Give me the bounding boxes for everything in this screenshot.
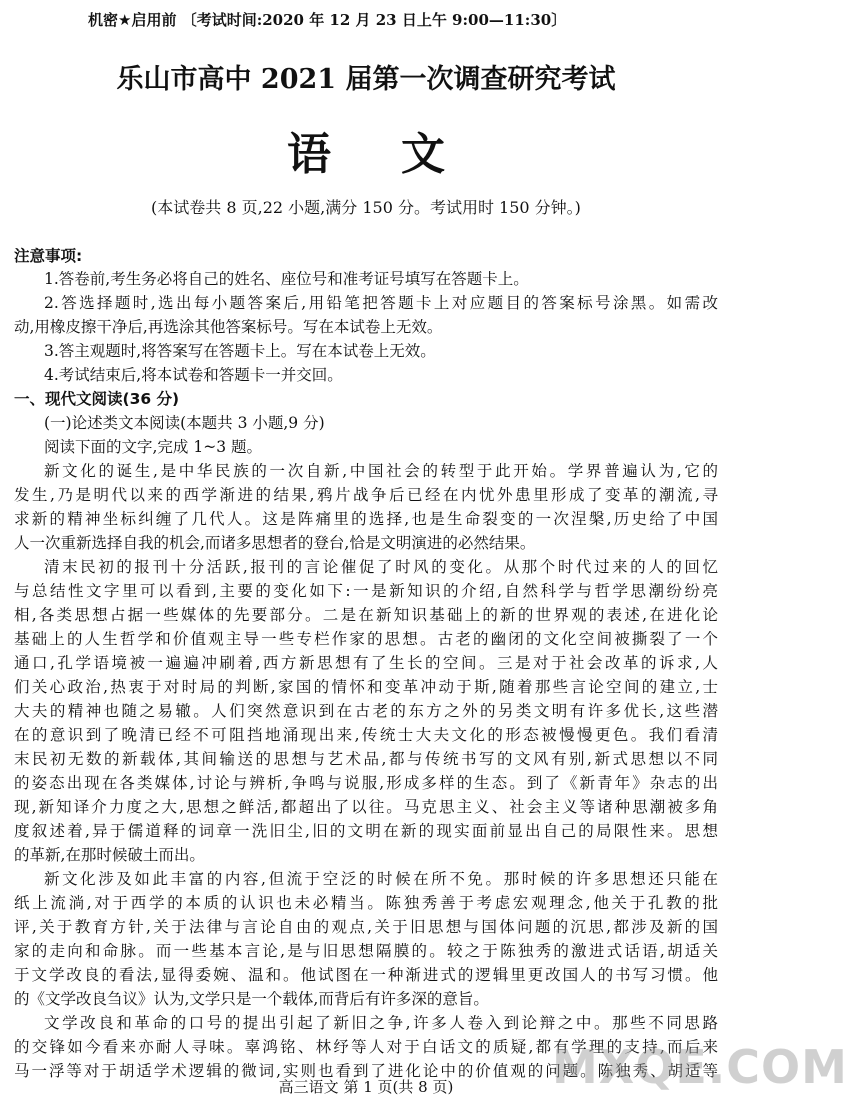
passage-line: 纸上流淌,对于西学的本质的认识也未必精当。陈独秀善于考虑宏观理念,他关于孔教的批 xyxy=(14,894,718,912)
subject-title: 语文 xyxy=(287,129,515,180)
passage-line: 清末民初的报刊十分活跃,报刊的言论催促了时风的变化。从那个时代过来的人的回忆 xyxy=(44,558,718,576)
passage-line: 人一次重新选择自我的机会,而诸多思想者的登台,恰是文明演进的必然结果。 xyxy=(14,534,536,552)
passage-line: 的《文学改良刍议》认为,文学只是一个载体,而背后有许多深的意旨。 xyxy=(14,990,489,1008)
watermark-logo xyxy=(552,1040,848,1094)
passage-line: 的交锋如今看来亦耐人寻味。辜鸿铭、林纾等人对于白话文的质疑,都有学理的支持,而后来 xyxy=(14,1038,718,1056)
passage-line: 马一浮等对于胡适学术逻辑的微词,实则也看到了进化论中的价值观的问题。陈独秀、胡适等 xyxy=(14,1062,718,1080)
passage-line: 现,新知译介力度之大,思想之鲜活,都超出了以往。马克思主义、社会主义等诸种思潮被多角 xyxy=(14,798,718,816)
watermark-text: MXQE.COM xyxy=(552,1040,848,1094)
passage-line: 于文学改良的看法,显得委婉、温和。他试图在一种渐进式的逻辑里更改国人的书写习惯。他 xyxy=(14,966,718,984)
passage-line: 新文化的诞生,是中华民族的一次自新,中国社会的转型于此开始。学界普遍认为,它的 xyxy=(44,462,718,480)
passage-line: 新文化涉及如此丰富的内容,但流于空泛的时候在所不免。那时候的许多思想还只能在 xyxy=(44,870,718,888)
subsection-title: (一)论述类文本阅读(本题共 3 小题,9 分) xyxy=(44,414,325,432)
passage-line: 的革新,在那时候破土而出。 xyxy=(14,846,205,864)
exam-info: (本试卷共 8 页,22 小题,满分 150 分。考试用时 150 分钟。) xyxy=(151,198,581,217)
passage-line: 度叙述着,异于儒道释的词章一洗旧尘,旧的文明在新的现实面前显出自己的局限性来。思想 xyxy=(14,822,718,840)
passage-line: 基础上的人生哲学和价值观主导一些专栏作家的思想。古老的幽闭的文化空间被撕裂了一个 xyxy=(14,630,718,648)
notice-item: 2.答选择题时,选出每小题答案后,用铅笔把答题卡上对应题目的答案标号涂黑。如需改 xyxy=(44,294,718,312)
instruction: 阅读下面的文字,完成 1~3 题。 xyxy=(44,438,262,456)
notice-item: 3.答主观题时,将答案写在答题卡上。写在本试卷上无效。 xyxy=(44,342,436,360)
passage-line: 大夫的精神也随之易辙。人们突然意识到在古老的东方之外的另类文明有许多优长,这些潜 xyxy=(14,702,718,720)
exam-header xyxy=(88,9,566,30)
exam-time: 〔考试时间:2020 年 12 月 23 日上午 9:00—11:30〕 xyxy=(181,11,567,29)
passage-line: 相,各类思想占据一些媒体的先要部分。二是在新知识基础上的新的世界观的表述,在进化论 xyxy=(14,606,718,624)
passage-line: 末民初无数的新载体,其间输送的思想与艺术品,都与传统书写的文风有别,新式思想以不同 xyxy=(14,750,718,768)
passage-line: 与总结性文字里可以看到,主要的变化如下:一是新知识的介绍,自然科学与哲学思潮纷纷亮 xyxy=(14,582,718,600)
passage-line: 在的意识到了晚清已经不可阻挡地涌现出来,传统士大夫文化的形态被慢慢更色。我们看清 xyxy=(14,726,718,744)
notice-item: 动,用橡皮擦干净后,再选涂其他答案标号。写在本试卷上无效。 xyxy=(14,318,443,336)
passage-line: 评,关于教育方针,关于法律与言论自由的观点,关于旧思想与国体问题的沉思,都涉及新的国 xyxy=(14,918,718,936)
section-title: 一、现代文阅读(36 分) xyxy=(14,390,180,408)
confidential-label: 机密★启用前 xyxy=(88,11,177,29)
notice-item: 4.考试结束后,将本试卷和答题卡一并交回。 xyxy=(44,366,343,384)
passage-line: 们关心政治,热衷于对时局的判断,家国的情怀和变革冲动于斯,随着那些言论空间的建立,士 xyxy=(14,678,718,696)
passage-line: 发生,乃是明代以来的西学渐进的结果,鸦片战争后已经在内忧外患里形成了变革的潮流,寻 xyxy=(14,486,718,504)
passage-line: 文学改良和革命的口号的提出引起了新旧之争,许多人卷入到论辩之中。那些不同思路 xyxy=(44,1014,718,1032)
passage-line: 求新的精神坐标纠缠了几代人。这是阵痛里的选择,也是生命裂变的一次涅槃,历史给了中国 xyxy=(14,510,718,528)
notice-title: 注意事项: xyxy=(14,247,83,265)
passage-line: 家的走向和命脉。而一些基本言论,是与旧思想隔膜的。较之于陈独秀的激进式话语,胡适关 xyxy=(14,942,718,960)
passage-line: 的姿态出现在各类媒体,讨论与辨析,争鸣与说服,形成多样的生态。到了《新青年》杂志的出 xyxy=(14,774,718,792)
passage-line: 通口,孔学语境被一遍遍冲刷着,西方新思想有了生长的空间。三是对于社会改革的诉求,人 xyxy=(14,654,718,672)
page-footer: 高三语文 第 1 页(共 8 页) xyxy=(278,1078,454,1096)
exam-title: 乐山市高中 2021 届第一次调查研究考试 xyxy=(116,64,616,95)
notice-item: 1.答卷前,考生务必将自己的姓名、座位号和准考证号填写在答题卡上。 xyxy=(44,270,529,288)
